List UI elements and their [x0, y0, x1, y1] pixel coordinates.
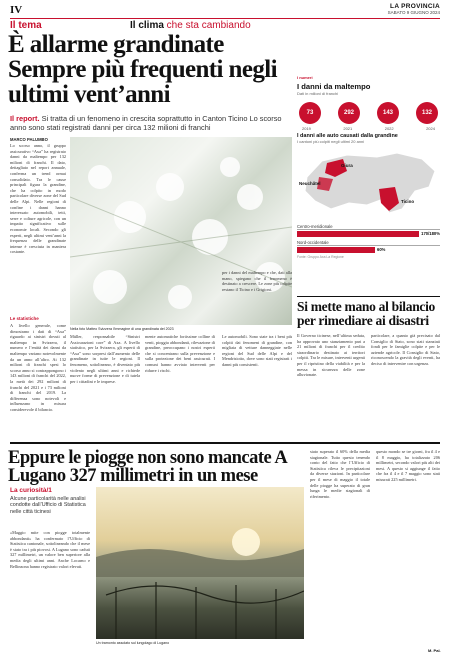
map-subtitle: I cantoni più colpiti negli ultimi 20 anni — [297, 139, 365, 144]
article-column-2: A livello generale, come dimostrano i dati di “Axa” riguardo ai sinistri dovuti al maltempo in Svizzera, il numero e l’entità dei danni da maltempo variano notevolmente da un anno all’altro. Ai 132 milioni di franchi spesi lo scorso anno si contrappongono i 143 milioni di franchi del 2022, la metà dei 292 milioni di franchi del 2021 e i 73 milioni di franchi del 2019. La differenza sono notevoli e influenzano in misura considerevole il bilancio. — [10, 323, 66, 412]
section-rubric — [130, 20, 251, 31]
legend-bottom-label: Nord-occidentale — [297, 240, 329, 245]
numbers-subtitle: Dati in milioni di franchi — [297, 91, 339, 96]
chart-tick-2019: 2019 — [302, 126, 311, 131]
chart-point-2021: 292 — [338, 102, 360, 124]
legend-top-bar-row — [297, 230, 440, 237]
map-label-ticino: Ticino — [401, 199, 415, 204]
map-label-giura: Giura — [341, 163, 353, 168]
map-title: I danni alle auto causati dalla grandine — [297, 133, 398, 139]
chart-point-2019: 73 — [299, 102, 321, 124]
lugano-photo-caption: Un tramonto assolato sul lungolago di Lugano — [96, 641, 170, 645]
sidebar-header: La curiosità/1 — [10, 487, 52, 494]
sidebar-text: Alcune particolarità nelle analisi condotte dall’Ufficio di Statistica nelle città ticinesi — [10, 496, 86, 515]
lugano-photo — [96, 487, 304, 639]
page-number: IV — [10, 4, 23, 16]
chart-tick-2021: 2021 — [343, 126, 353, 131]
legend-top-label: Centro-meridionale — [297, 224, 333, 229]
deck-lead: Il report. — [10, 114, 40, 123]
switzerland-map — [297, 147, 440, 221]
bottom-column-2: stato superato il 60% della media stagionale. Tutto questo tenendo conto del fatto che l’Ufficio di Statistica rileva le precipitazioni da diverse stazioni. In particolare per il mese di maggio il totale delle piogge ha superato di gran lunga le medie stagionali di riferimento. — [310, 449, 370, 499]
bottom-author: M. Pal. — [428, 648, 441, 653]
curiosity-sidebar — [10, 487, 98, 515]
damage-chart — [297, 102, 440, 124]
article-column-4: mente automatiche fortissime colline di venti, pioggia abbondanti, rilevazione di grandine, preoccupano i nostri esperti che si concentrano sulla prevenzione e sulla protezione dei beni assicurati. I comuni hanno avviato interventi per ridurre i rischi. — [145, 334, 215, 373]
rubric-rest: che sta cambiando — [163, 20, 251, 31]
numbers-title: I danni da maltempo — [297, 82, 371, 91]
article-column-1: Lo scorso anno, il gruppo assicurativo “Axa” ha registrato danni da maltempo per 132 milioni di franchi. Il dato, dettagliato nel report annuale, conferma un trend ormai consolidato. Tra le cause principali figura la grandine, che ha colpito in modo particolare diverse zone del Sud delle Alpi. Nelle regioni di confine i danni hanno interessato automobili, tetti, serre e colture agricole, con un impatto significativo sulle economie locali. Secondo gli esperti, negli ultimi vent’anni la frequenza delle grandinate intense è cresciuta in maniera costante. — [10, 143, 66, 255]
chart-point-2022: 143 — [377, 102, 399, 124]
damage-chart-years — [297, 126, 440, 131]
chart-tick-2024: 2024 — [426, 126, 435, 131]
side-column-1: Il Governo ticinese, nell’ultima seduta, ha approvato uno stanziamento pari a 21 milioni di franchi per il credito straordinario destinato ai territori colpiti. Tra le misure, interventi urgenti per il ripristino della viabilità e per la messa in sicurezza delle zone alluvionate. — [297, 333, 365, 378]
legend-bottom-bar — [297, 247, 375, 253]
legend-bottom-bar-row — [297, 246, 440, 253]
legend-bottom-value: 60% — [377, 247, 386, 252]
lugano-photo-texture — [96, 487, 304, 639]
chart-tick-2022: 2022 — [384, 126, 394, 131]
numbers-box — [297, 75, 440, 265]
side-headline: Si mette mano al bilancio per rimediare ai disastri — [297, 299, 435, 328]
bottom-headline: Eppure le piogge non sono mancate A Lugano 327 millimetri in un mese — [8, 448, 287, 486]
byline: MARCO PALUMBO — [10, 137, 48, 142]
side-story-rule — [297, 296, 440, 297]
main-headline: È allarme grandinate Sempre più frequenti negli ultimi vent’anni — [8, 31, 277, 108]
rubric-strong: Il clima — [130, 20, 164, 31]
article-column-6: Le automobili. Sono state tra i beni più colpiti dai fenomeni di grandine, con migliaia di vetture danneggiate nelle regioni del Sud delle Alpi e del Mendrisiotto, dove sono stati registrati i danni più consistenti. — [222, 334, 292, 367]
deck-text: Si tratta di un fenomeno in crescita soprattutto in Canton Ticino Lo scorso anno sono stati registrati danni per circa 132 milioni di franchi — [10, 114, 282, 133]
legend-top-value: 170/180% — [421, 231, 440, 236]
bottom-story-rule — [10, 442, 440, 444]
article-column-3: Müller, responsabile “Sinistri Assicurazioni core” di Axa. A livello statistico, per la Svizzera, gli esperti di “Axa” sono sorpresi dall’aumento delle grandinate in tutte le regioni. Il fenomeno, sottolineano, è diventato più violento negli ultimi anni e richiede nuove forme di prevenzione e di tutela per i cittadini e le imprese. — [70, 334, 140, 384]
section-bar — [10, 18, 440, 30]
section-tag: Il tema — [10, 20, 42, 31]
side-column-2: particolare, a quanto già precisato dal Consiglio di Stato, sono stati stanziati fondi per le famiglie colpite e per le aziende agricole. Il Consiglio di Stato, riconoscendo la gravità degli eventi, ha deciso di intervenire con urgenza. — [371, 333, 440, 366]
subhead-statistics: Le statistiche — [10, 316, 39, 321]
masthead-paper: LA PROVINCIA — [390, 3, 440, 10]
map-label-neuchatel: Neuchâtel — [299, 181, 321, 186]
bottom-column-1: «Maggio mite con piogge totalmente abbondanti» ha confermato l’Ufficio di Statistica cantonale, sottolineando che il mese è stato tra i più piovosi. A Lugano sono caduti 327 millimetri, un valore ben superiore alla media degli ultimi anni. Anche Locarno e Bellinzona hanno registrato valori elevati. — [10, 530, 90, 569]
main-deck — [10, 114, 295, 132]
bottom-column-3: questo mondo se tre giorni, fra il 4 e il 8 maggio, ha totalizzato 206 millimetri, secondo valori più alti dei mesi. A questo si aggiunge il fatto che fra il 4 e il 7 maggio sono stati misurati 225 millimetri. — [376, 449, 440, 482]
chart-point-2024: 132 — [416, 102, 438, 124]
numbers-header: I numeri — [297, 75, 313, 80]
masthead — [388, 3, 440, 15]
article-column-5: per i danni del maltempo e che, dati alla mano, spiegano che il fenomeno è destinato a crescere. Le zone più colpite restano il Ticino e i Grigioni. — [222, 270, 292, 292]
numbers-source: Fonte: Gruppo Axa La Regione — [297, 255, 344, 259]
legend-top-bar — [297, 231, 419, 237]
photo-caption: Nella foto Matteo Svizzera l’immagine di una grandinata del 2023 — [70, 327, 174, 331]
masthead-date: SABATO 9 GIUGNO 2024 — [387, 10, 440, 15]
